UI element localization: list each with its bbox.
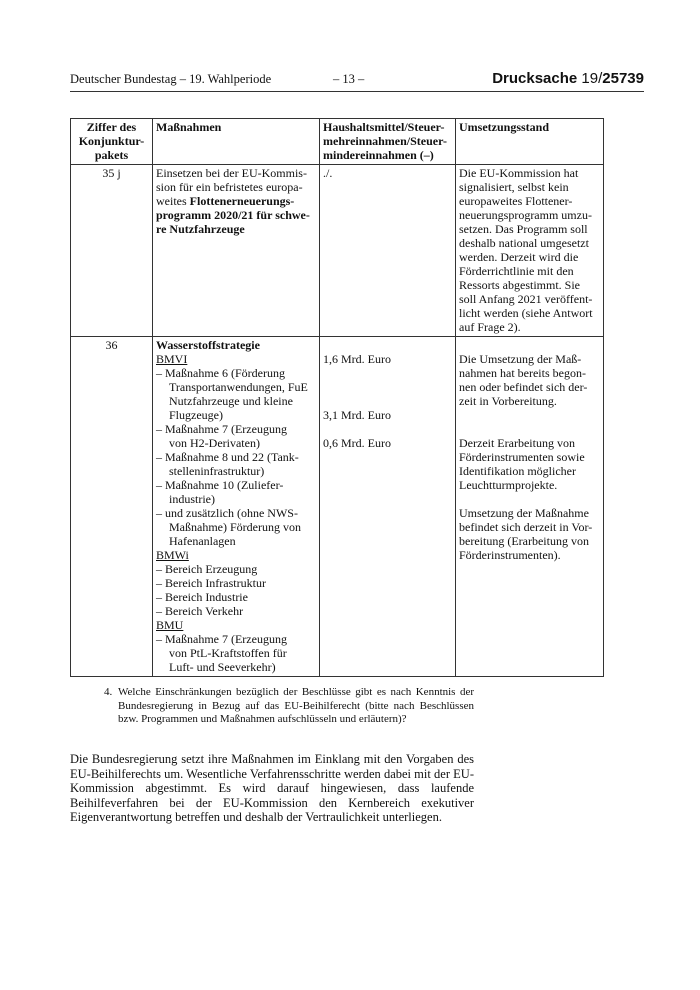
header-haushalt-line: mehreinnahmen/Steuer- [323,134,447,148]
ministry-bmwi: BMWi [156,548,189,562]
spacer [459,492,600,506]
list-item [156,478,316,506]
status-line: signalisiert, selbst kein [459,180,569,194]
header-haushalt-line: Haushaltsmittel/Steuer- [323,120,445,134]
list-line: – Maßnahme 10 (Zuliefer- [156,478,284,492]
list-item: – Bereich Industrie [156,590,248,604]
list-line: stelleninfrastruktur) [169,464,265,478]
measure-line [156,194,316,208]
measure-cell [153,165,320,337]
funds-value: 0,6 Mrd. Euro [323,436,391,450]
document-number [492,70,644,87]
document-number-prefix: 19/ [581,70,603,87]
list-item: – Bereich Infrastruktur [156,576,266,590]
list-line: Maßnahme) Förderung von [169,520,301,534]
spacer [459,422,600,436]
row-number: 35 j [71,165,153,337]
header-massnahmen: Maßnahmen [153,119,320,165]
spacer [459,338,600,352]
status-line: werden. Derzeit wird die [459,250,579,264]
page-number: – 13 – [333,72,365,86]
list-item [156,632,316,674]
measure-bold-text: Flottenerneuerungs- [189,194,295,208]
measure-title: Wasserstoffstrategie [156,338,260,352]
list-line: Nutzfahrzeuge und kleine [169,394,293,408]
document-number-value: 25739 [602,70,644,87]
status-line: Förderrichtlinie mit den [459,264,574,278]
answer-paragraph: Die Bundesregierung setzt ihre Maßnahmen im Einklang mit den Vorgaben des EU-Beihilferechts um. Wesentliche Verfahrensschritte werden dabei mit der EU-Kommission abgestimmt. Es wird darauf hingewiesen, dass laufende Beihilfeverfahren bei der EU-Kommission den Kernbereich exekutiver Eigenverantwortung betreffen und deshalb der Vertraulichkeit unterliegen. [70,752,474,825]
list-item [156,506,316,548]
status-cell [456,337,604,677]
measure-line: Einsetzen bei der EU-Kommis- [156,166,307,180]
list-line: – Maßnahme 7 (Erzeugung [156,632,287,646]
spacer [323,422,452,436]
row-number: 36 [71,337,153,677]
question-block [104,686,474,727]
spacer [323,338,452,352]
spacer [323,366,452,408]
ministry-bmu: BMU [156,618,184,632]
document-label: Drucksache [492,70,578,87]
measure-text: weites [156,194,190,208]
list-line: – Maßnahme 7 (Erzeugung [156,422,287,436]
page-header [70,70,644,90]
measure-line: programm 2020/21 für schwe- [156,208,310,222]
funds-cell: ./. [320,165,456,337]
measure-line: re Nutzfahrzeuge [156,222,245,236]
measure-cell [153,337,320,677]
header-ziffer [71,119,153,165]
list-line: industrie) [169,492,215,506]
list-line: – Maßnahme 8 und 22 (Tank- [156,450,299,464]
list-item: – Bereich Verkehr [156,604,244,618]
status-line: Die EU-Kommission hat [459,166,579,180]
status-line: Die Umsetzung der Maß- [459,352,582,366]
table-header-row [71,119,604,165]
table-row [71,165,604,337]
status-line: zeit in Vorbereitung. [459,394,557,408]
list-line: von H2-Derivaten) [169,436,260,450]
funds-value: 1,6 Mrd. Euro [323,352,391,366]
status-line: Umsetzung der Maßnahme [459,506,589,520]
list-item [156,366,316,422]
measures-table [70,118,604,677]
question-text: Welche Einschränkungen bezüglich der Beschlüsse gibt es nach Kenntnis der Bundesregierung in Bezug auf das EU-Beihilferecht (bitte nach Beschlüssen bzw. Programmen und Maßnahmen aufschlüsseln und erläutern)? [118,686,474,725]
ministry-bmvi: BMVI [156,352,188,366]
list-line: Flugzeuge) [169,408,223,422]
list-line: Luft- und Seeverkehr) [169,660,276,674]
spacer [459,408,600,422]
measure-line: sion für ein befristetes europa- [156,180,303,194]
header-ziffer-line: pakets [94,148,129,162]
list-item [156,450,316,478]
funds-cell [320,337,456,677]
status-line: Förderinstrumenten). [459,548,561,562]
list-line: Hafenanlagen [169,534,236,548]
status-line: nahmen hat bereits begon- [459,366,586,380]
list-item: – Bereich Erzeugung [156,562,258,576]
list-line: – und zusätzlich (ohne NWS- [156,506,298,520]
header-haushaltsmittel [320,119,456,165]
status-line: bereitung (Erarbeitung von [459,534,589,548]
status-line: Ressorts abgestimmt. Sie [459,278,580,292]
list-line: von PtL-Kraftstoffen für [169,646,287,660]
header-haushalt-line: mindereinnahmen (–) [323,148,434,162]
status-line: licht werden (siehe Antwort [459,306,593,320]
status-line: europaweites Flottener- [459,194,573,208]
status-line: soll Anfang 2021 veröffent- [459,292,593,306]
status-cell [456,165,604,337]
list-item [156,422,316,450]
status-line: Förderinstrumenten sowie [459,450,585,464]
header-ziffer-line: Konjunktur- [78,134,145,148]
status-line: deshalb national umgesetzt [459,236,589,250]
status-line: Derzeit Erarbeitung von [459,436,575,450]
funds-value: 3,1 Mrd. Euro [323,408,391,422]
header-rule [70,91,644,92]
question-number: 4. [104,686,113,698]
status-line: nen oder befindet sich der- [459,380,588,394]
list-line: Transportanwendungen, FuE [169,380,308,394]
header-publisher: Deutscher Bundestag – 19. Wahlperiode [70,72,272,86]
header-umsetzungsstand: Umsetzungsstand [456,119,604,165]
status-line: Identifikation möglicher [459,464,576,478]
list-line: – Maßnahme 6 (Förderung [156,366,285,380]
table-row [71,337,604,677]
header-ziffer-line: Ziffer des [86,120,137,134]
status-line: befindet sich derzeit in Vor- [459,520,593,534]
status-line: setzen. Das Programm soll [459,222,588,236]
status-line: auf Frage 2). [459,320,521,334]
status-line: Leuchtturmprojekte. [459,478,558,492]
status-line: neuerungsprogramm umzu- [459,208,592,222]
